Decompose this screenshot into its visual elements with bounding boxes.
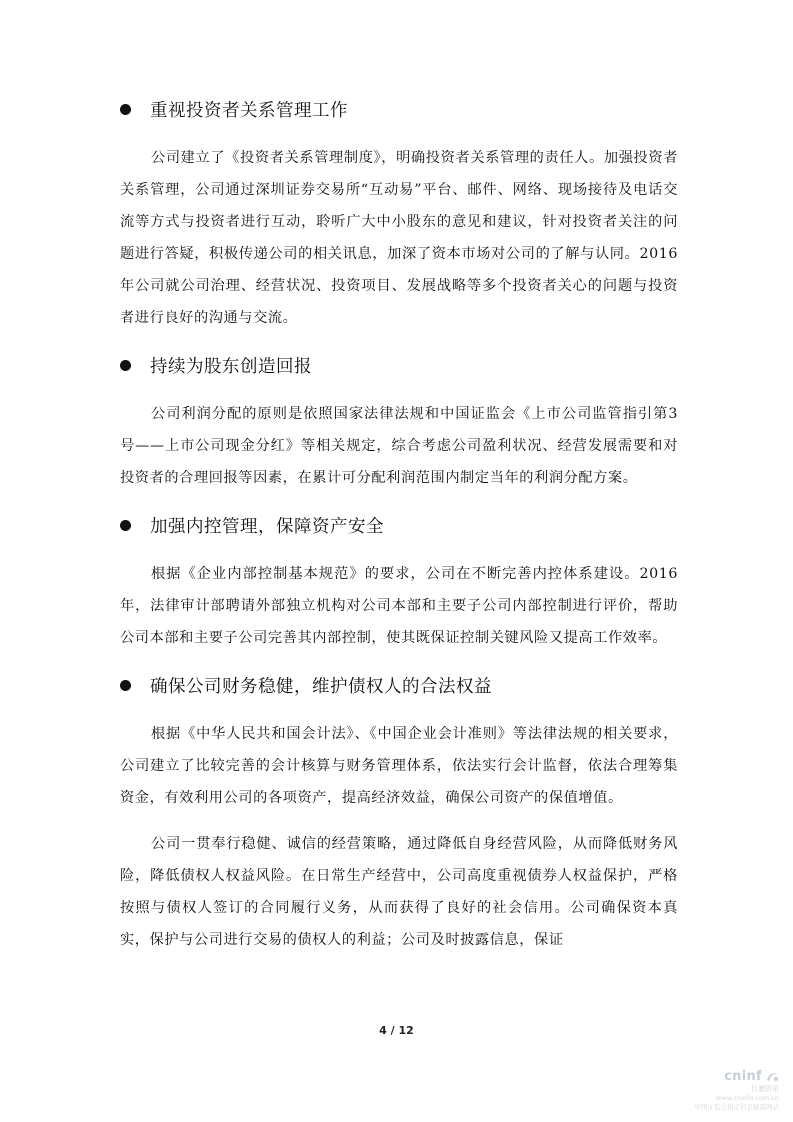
paragraph: 根据《中华人民共和国会计法》、《中国企业会计准则》等法律法规的相关要求，公司建立了比较完善的会计核算与财务管理体系，依法实行会计监督，依法合理筹集资金，有效利用公司的各项资产，提高经济效益，确保公司资产的保值增值。 bbox=[120, 726, 678, 806]
bullet-icon bbox=[120, 520, 131, 531]
swoosh-icon bbox=[765, 1071, 779, 1083]
bullet-icon bbox=[120, 680, 131, 691]
section-investor-relations bbox=[120, 92, 678, 334]
section-creditor-rights bbox=[120, 668, 678, 956]
page-number: 4 / 12 bbox=[379, 1024, 414, 1037]
watermark-logo bbox=[724, 1069, 779, 1084]
heading-text: 确保公司财务稳健，维护债权人的合法权益 bbox=[150, 676, 492, 697]
section-heading bbox=[120, 508, 678, 542]
cninfo-watermark bbox=[671, 1065, 779, 1112]
watermark-tagline: 中国证监会指定信息披露网站 bbox=[694, 1103, 779, 1111]
section-shareholder-returns bbox=[120, 348, 678, 494]
paragraph: 根据《企业内部控制基本规范》的要求，公司在不断完善内控体系建设。2016年，法律审计部聘请外部独立机构对公司本部和主要子公司内部控制进行评价，帮助公司本部和主要子公司完善其内部控制，使其既保证控制关键风险又提高工作效率。 bbox=[120, 566, 678, 646]
section-heading bbox=[120, 348, 678, 382]
section-internal-control bbox=[120, 508, 678, 654]
watermark-sub: 巨潮资讯 bbox=[751, 1085, 779, 1093]
heading-text: 持续为股东创造回报 bbox=[150, 356, 312, 377]
paragraph: 公司建立了《投资者关系管理制度》，明确投资者关系管理的责任人。加强投资者关系管理，公司通过深圳证券交易所“互动易”平台、邮件、网络、现场接待及电话交流等方式与投资者进行互动，聆听广大中小股东的意见和建议，针对投资者关注的问题进行答疑，积极传递公司的相关讯息，加深了资本市场对公司的了解与认同。2016年公司就公司治理、经营状况、投资项目、发展战略等多个投资者关心的问题与投资者进行良好的沟通与交流。 bbox=[120, 150, 678, 326]
document-body bbox=[120, 92, 678, 970]
paragraph: 公司一贯奉行稳健、诚信的经营策略，通过降低自身经营风险，从而降低财务风险，降低债权人权益风险。在日常生产经营中，公司高度重视债券人权益保护，严格按照与债权人签订的合同履行义务，从而获得了良好的社会信用。公司确保资本真实，保护与公司进行交易的债权人的利益；公司及时披露信息，保证 bbox=[120, 836, 678, 948]
heading-text: 重视投资者关系管理工作 bbox=[150, 100, 348, 121]
bullet-icon bbox=[120, 104, 131, 115]
paragraph: 公司利润分配的原则是依照国家法律法规和中国证监会《上市公司监管指引第3号——上市公司现金分红》等相关规定，综合考虑公司盈利状况、经营发展需要和对投资者的合理回报等因素，在累计可分配利润范围内制定当年的利润分配方案。 bbox=[120, 406, 678, 486]
section-heading bbox=[120, 668, 678, 702]
bullet-icon bbox=[120, 360, 131, 371]
watermark-brand: cninf bbox=[724, 1069, 762, 1084]
watermark-url: www.cninfo.com.cn bbox=[716, 1094, 779, 1102]
section-heading bbox=[120, 92, 678, 126]
heading-text: 加强内控管理，保障资产安全 bbox=[150, 516, 384, 537]
